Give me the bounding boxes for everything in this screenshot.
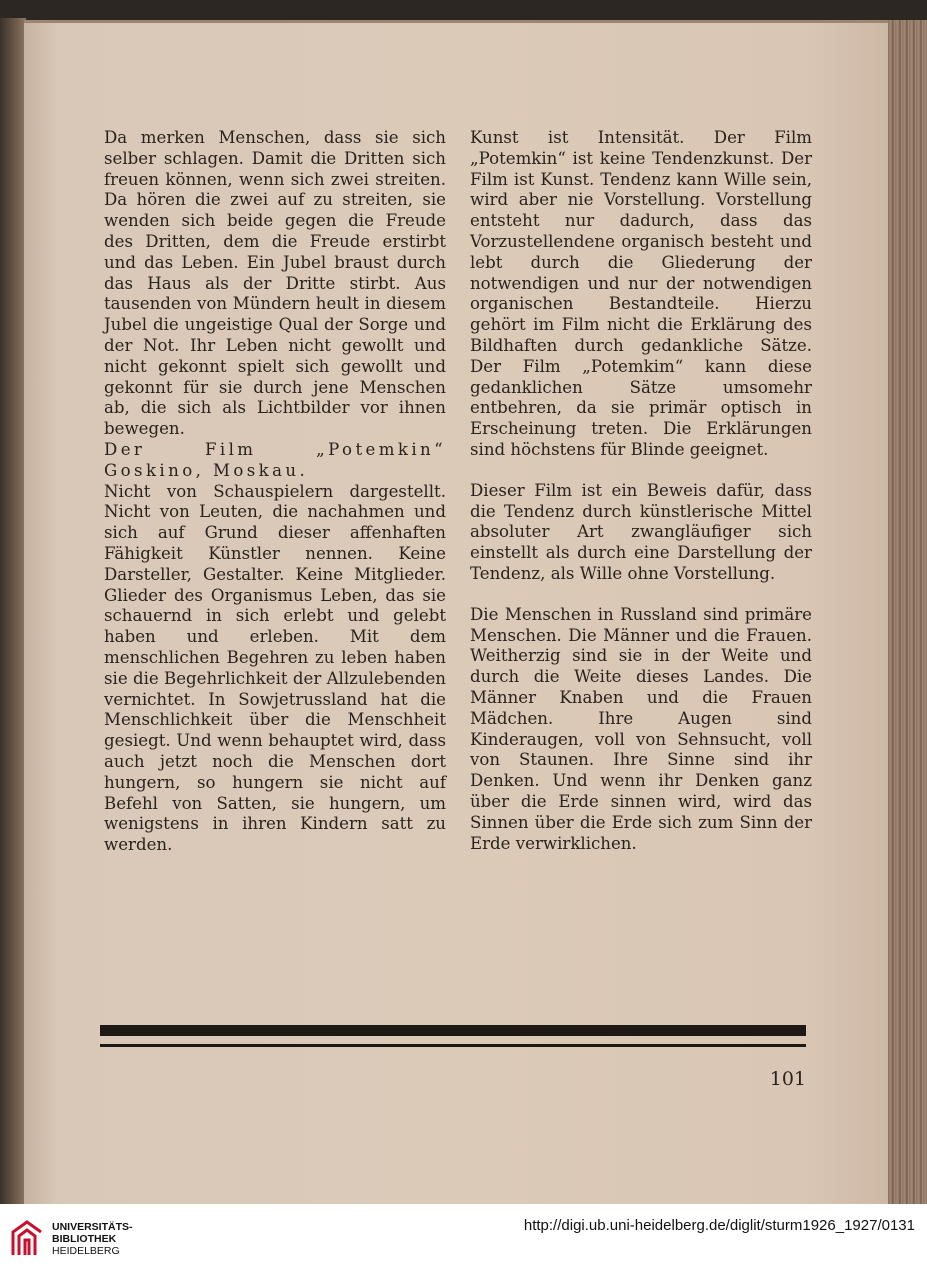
left-paragraph-2: Nicht von Schauspielern dargestellt. Nicht von Leuten, die nachahmen und sich auf Grund dieser affenhaften Fähigkeit Künstler nennen. Keine Darsteller, Gestalter. Keine Mitglieder. Glieder des Organismus Leben, das sie schauernd in sich erlebt und gelebt haben und erleben. Mit dem menschlichen Begehren zu leben haben sie die Begehrlichkeit der Allzulebenden vernichtet. In Sowjetrussland hat die Menschlichkeit über die Menschheit gesiegt. Und wenn behauptet wird, dass auch jetzt noch die Menschen dort hungern, so hungern sie nicht auf Befehl von Satten, sie hungern, um wenigstens in ihren Kindern satt zu werden. (104, 481, 446, 855)
film-title-line: Der Film „Potemkin“ Goskino, Moskau. (104, 439, 446, 480)
page-stack-edge (888, 20, 927, 1204)
library-name-line2: BIBLIOTHEK (52, 1233, 117, 1245)
left-text-column (104, 128, 446, 876)
book-spine-edge (0, 18, 26, 1204)
page-top-edge (24, 20, 892, 23)
university-library-logo-icon (10, 1218, 44, 1258)
viewer-footer (0, 1204, 927, 1273)
right-text-column (470, 128, 812, 874)
library-name-line1: UNIVERSITÄTS- (52, 1221, 133, 1233)
permalink-url[interactable]: http://digi.ub.uni-heidelberg.de/diglit/sturm1926_1927/0131 (523, 1217, 915, 1234)
left-paragraph-1: Da merken Menschen, dass sie sich selber schlagen. Damit die Dritten sich freuen können, wenn sich zwei streiten. Da hören die zwei auf zu streiten, sie wenden sich beide gegen die Freude des Dritten, dem die Freude erstirbt und das Leben. Ein Jubel braust durch das Haus als der Dritte stirbt. Aus tausenden von Mündern heult in diesem Jubel die ungeistige Qual der Sorge und der Not. Ihr Leben nicht gewollt und nicht gekonnt spielt sich gewollt und gekonnt für sie durch jene Menschen ab, die sich als Lichtbilder vor ihnen bewegen. (104, 128, 446, 439)
footer-rule-thick (100, 1025, 806, 1036)
page-number: 101 (769, 1068, 806, 1090)
right-paragraph-1: Kunst ist Intensität. Der Film „Potemkin“ ist keine Tendenzkunst. Der Film ist Kunst. Tendenz kann Wille sein, wird aber nie Vorstellung. Vorstellung entsteht nur dadurch, dass das Vorzustellendene organisch besteht und lebt durch die Gliederung der notwendigen und nur der notwendigen organischen Bestandteile. Hierzu gehört im Film nicht die Erklärung des Bildhaften durch gedankliche Sätze. Der Film „Potemkim“ kann diese gedanklichen Sätze umsomehr entbehren, da sie primär optisch in Erscheinung treten. Die Erklärungen sind höchstens für Blinde geeignet. (470, 128, 812, 459)
library-name (52, 1221, 133, 1257)
library-name-line3: HEIDELBERG (52, 1245, 120, 1257)
right-paragraph-2: Dieser Film ist ein Beweis dafür, dass die Tendenz durch künstlerische Mittel absoluter Art zwangläufiger sich einstellt als durch eine Darstellung der Tendenz, als Wille ohne Vorstellung. (470, 480, 812, 583)
right-paragraph-3: Die Menschen in Russland sind primäre Menschen. Die Männer und die Frauen. Weitherzig sind sie in der Weite und durch die Weite dieses Landes. Die Männer Knaben und die Frauen Mädchen. Ihre Augen sind Kinderaugen, voll von Sehnsucht, voll von Staunen. Ihre Sinne sind ihr Denken. Und wenn ihr Denken ganz über die Erde sinnen wird, wird das Sinnen über die Erde sich zum Sinn der Erde verwirklichen. (470, 604, 812, 853)
footer-rule-thin (100, 1044, 806, 1047)
